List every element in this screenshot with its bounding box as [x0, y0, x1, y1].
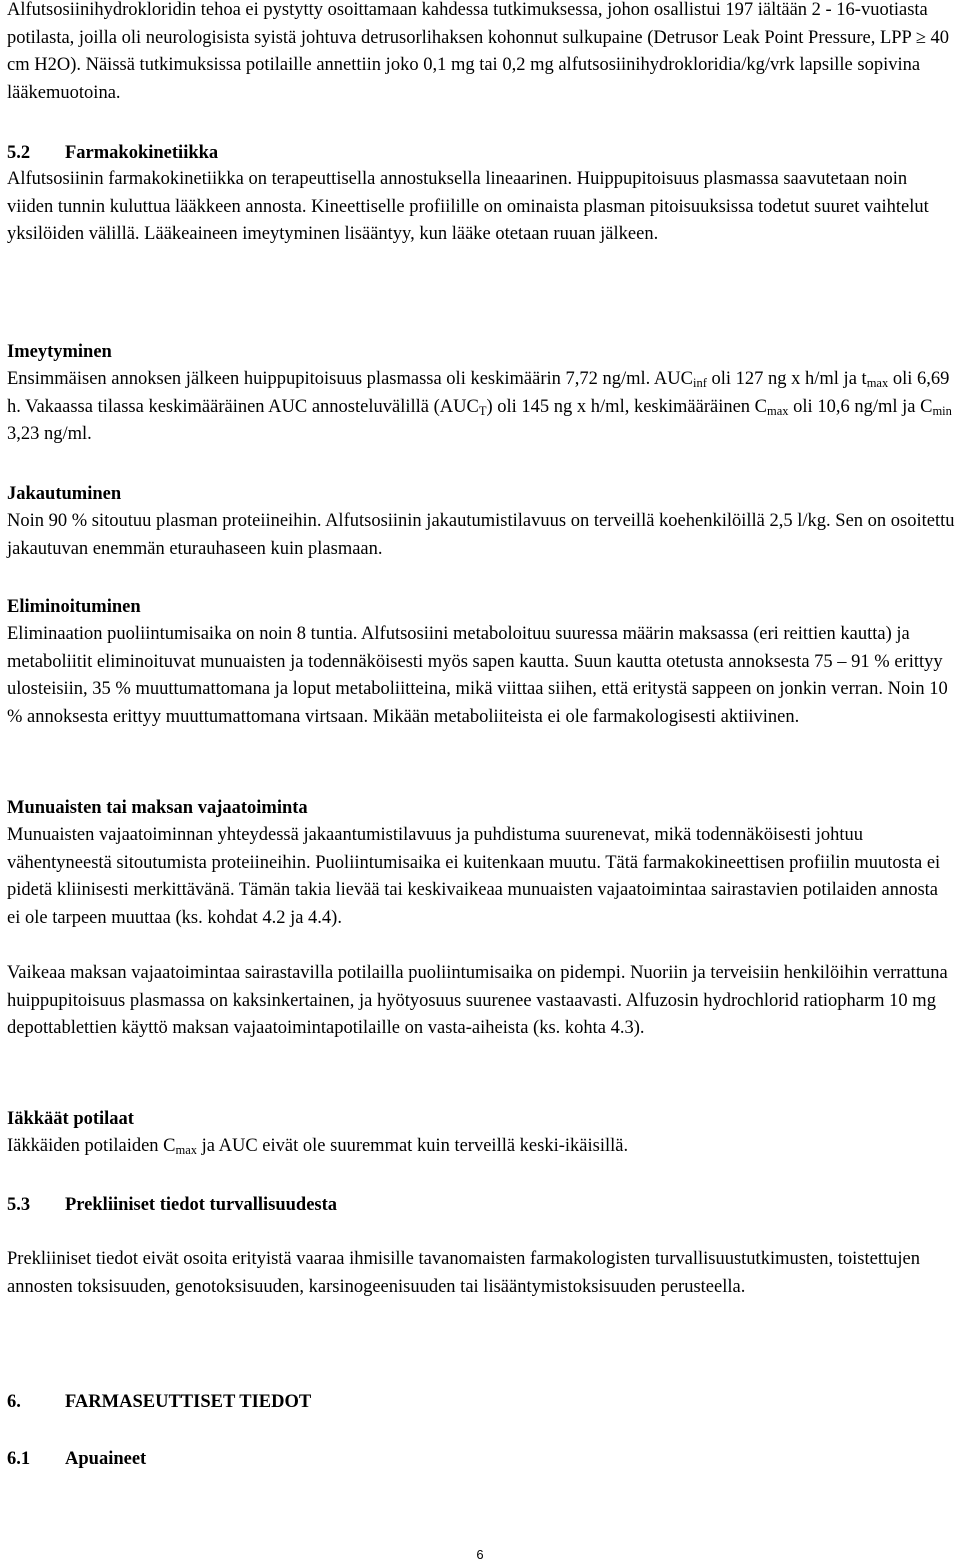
absorption-heading: Imeytyminen — [7, 342, 112, 362]
section-5-3-heading — [7, 1192, 337, 1219]
section-title: Apuaineet — [65, 1449, 147, 1469]
hepatic-paragraph: Vaikeaa maksan vajaatoimintaa sairastavilla potilailla puoliintumisaika on pidempi. Nuoriin ja terveisiin henkilöihin verrattuna huippupitoisuus plasmassa on kaksinkertainen, ja hyötyosuus suurenee vastaavasti. Alfuzosin hydrochlorid ratiopharm 10 mg depottablettien käyttö maksan vajaatoimintapotilaille on vasta-aiheista (ks. kohta 4.3). — [7, 963, 948, 1039]
preclinical-paragraph: Prekliiniset tiedot eivät osoita erityistä vaaraa ihmisille tavanomaisten farmakologisten turvallisuustutkimusten, toistettujen annosten toksisuuden, genotoksisuuden, karsinogeenisuuden tai lisääntymistoksisuuden perusteella. — [7, 1249, 920, 1297]
pharmacokinetics-paragraph: Alfutsosiinin farmakokinetiikka on terapeuttisella annostuksella lineaarinen. Huippupitoisuus plasmassa saavutetaan noin viiden tunnin kuluttua lääkkeen annosta. Kineettiselle profiilille on ominaista plasman pitoisuuksissa todetut suuret vaihtelut yksilöiden välillä. Lääkeaineen imeytyminen lisääntyy, kun lääke otetaan ruuan jälkeen. — [7, 169, 929, 245]
section-number: 6. — [7, 1392, 21, 1412]
absorption-paragraph: Ensimmäisen annoksen jälkeen huippupitoisuus plasmassa oli keskimäärin 7,72 ng/ml. $AUC_{inf}$ oli 127 ng x h/ml ja $t_{max}$ oli 6,69 h. Vakaassa tilassa keskimääräinen AUC annosteluvälillä $(AUC_T)$ oli 145 ng x h/ml, keskimääräinen $C_{max}$ oli 10,6 ng/ml ja $C_{min}$ 3,23 ng/ml. — [7, 369, 952, 445]
section-title: Prekliiniset tiedot turvallisuudesta — [65, 1195, 338, 1215]
renal-paragraph: Munuaisten vajaatoiminnan yhteydessä jakaantumistilavuus ja puhdistuma suurenevat, mikä todennäköisesti johtuu vähentyneestä sitoutumista proteiineihin. Puoliintumisaika ei kuitenkaan muutu. Tätä farmakokineettisen profiilin muutosta ei pidetä kliinisesti merkittävänä. Tämän takia lievää tai keskivaikeaa munuaisten vajaatoimintaa sairastavien potilaiden annosta ei ole tarpeen muuttaa (ks. kohdat 4.2 ja 4.4). — [7, 825, 941, 928]
intro-paragraph: Alfutsosiinihydrokloridin tehoa ei pystytty osoittamaan kahdessa tutkimuksessa, johon osallistui 197 iältään 2 - 16-vuotiasta potilasta, joilla oli neurologisista syistä johtuva detrusorlihaksen kohonnut sulkupaine (Detrusor Leak Point Pressure, LPP ≥ 40 cm H2O). Näissä tutkimuksissa potilaille annettiin joko 0,1 mg tai 0,2 mg alfutsosiinihydrokloridia/kg/vrk lapsille sopivina lääkemuotoina. — [7, 0, 950, 103]
section-number: 6.1 — [7, 1449, 31, 1469]
elderly-paragraph: Iäkkäiden potilaiden $C_{max}$ ja AUC eivät ole suuremmat kuin terveillä keski-ikäisillä. — [7, 1136, 629, 1157]
section-title: FARMASEUTTISET TIEDOT — [65, 1392, 312, 1412]
elderly-heading: Iäkkäät potilaat — [7, 1109, 134, 1129]
distribution-heading: Jakautuminen — [7, 484, 122, 504]
distribution-paragraph: Noin 90 % sitoutuu plasman proteiineihin. Alfutsosiinin jakautumistilavuus on terveillä koehenkilöillä 2,5 l/kg. Sen on osoitettu jakautuvan enemmän eturauhaseen kuin plasmaan. — [7, 511, 955, 559]
section-5-2-heading — [7, 140, 218, 167]
elimination-heading: Eliminoituminen — [7, 597, 141, 617]
section-number: 5.2 — [7, 143, 31, 163]
renal-hepatic-heading: Munuaisten tai maksan vajaatoiminta — [7, 798, 308, 818]
section-title: Farmakokinetiikka — [65, 143, 219, 163]
section-number: 5.3 — [7, 1195, 31, 1215]
section-6-1-heading — [7, 1446, 146, 1473]
elimination-paragraph: Eliminaation puoliintumisaika on noin 8 tuntia. Alfutsosiini metaboloituu suuressa määrin maksassa (eri reittien kautta) ja metaboliitit eliminoituvat munuaisten ja todennäköisesti myös sapen kautta. Suun kautta otetusta annoksesta 75 – 91 % erittyy ulosteisiin, 35 % muuttumattomana ja loput metaboliitteina, mikä viittaa siihen, että eritystä sappeen on jonkin verran. Noin 10 % annoksesta erittyy muuttumattomana virtsaan. Mikään metaboliiteista ei ole farmakologisesti aktiivinen. — [7, 624, 948, 727]
section-6-heading — [7, 1389, 311, 1416]
page-number: 6 — [476, 1547, 484, 1562]
